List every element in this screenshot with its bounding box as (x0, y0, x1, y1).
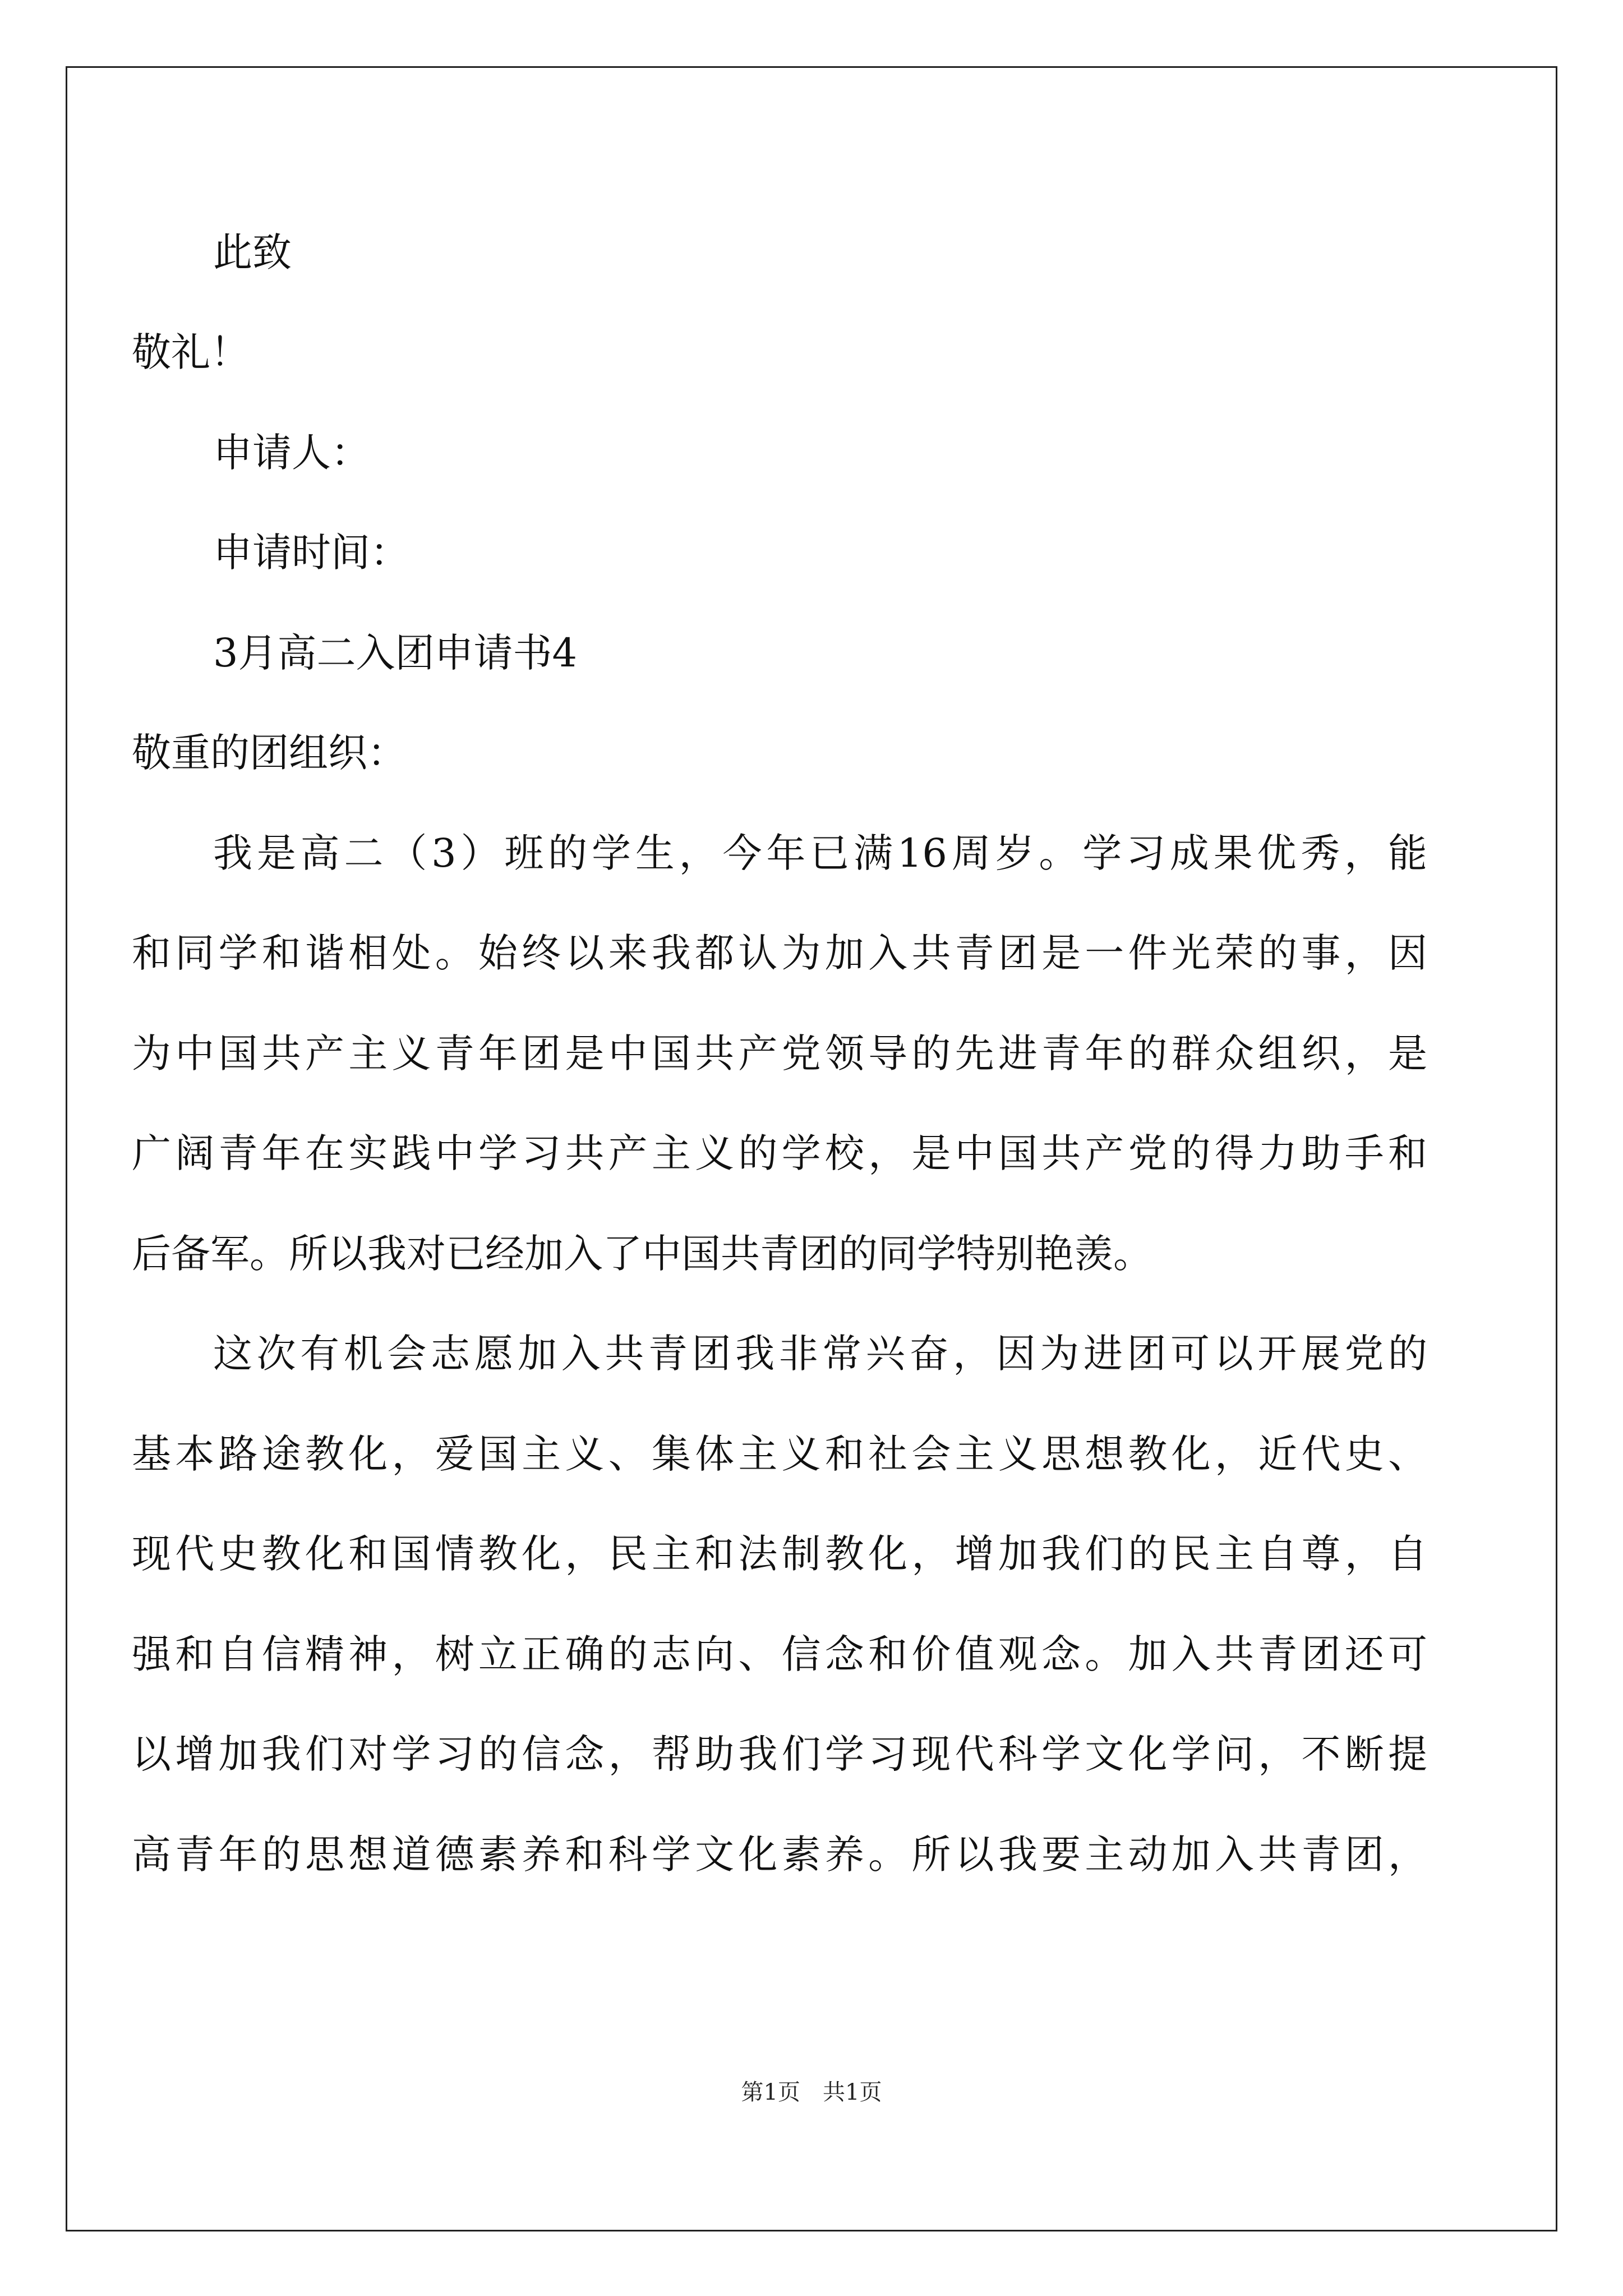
paragraph-1-line: 后备军。所以我对已经加入了中国共青团的同学特别艳羡。 (132, 1231, 1152, 1277)
paragraph-2-line: 基本路途教化，爱国主义、集体主义和社会主义思想教化，近代史、 (132, 1431, 1427, 1477)
paragraph-1-line: 我是高二（3）班的学生，今年已满16周岁。学习成果优秀，能 (213, 830, 1427, 876)
paragraph-2-line: 这次有机会志愿加入共青团我非常兴奋，因为进团可以开展党的 (213, 1331, 1427, 1377)
closing-line-2: 敬礼！ (132, 329, 250, 375)
page-footer (0, 2076, 1623, 2109)
paragraph-2-line: 现代史教化和国情教化，民主和法制教化，增加我们的民主自尊，自 (132, 1531, 1427, 1577)
paragraph-1-line: 为中国共产主义青年团是中国共产党领导的先进青年的群众组织，是 (132, 1030, 1427, 1076)
paragraph-1-line: 和同学和谐相处。始终以来我都认为加入共青团是一件光荣的事，因 (132, 930, 1427, 976)
paragraph-2-line: 高青年的思想道德素养和科学文化素养。所以我要主动加入共青团， (132, 1832, 1427, 1878)
page-number: 第1页 (741, 2079, 800, 2105)
section-title: 3月高二入团申请书4 (213, 630, 578, 676)
date-label: 申请时间： (213, 530, 409, 576)
paragraph-1-line: 广阔青年在实践中学习共产主义的学校，是中国共产党的得力助手和 (132, 1130, 1427, 1176)
paragraph-2-line: 强和自信精神，树立正确的志向、信念和价值观念。加入共青团还可 (132, 1631, 1427, 1677)
closing-line-1: 此致 (213, 229, 292, 275)
salutation: 敬重的团组织： (132, 730, 407, 776)
paragraph-2-line: 以增加我们对学习的信念，帮助我们学习现代科学文化学问，不断提 (132, 1731, 1427, 1777)
page-total: 共1页 (823, 2079, 882, 2105)
applicant-label: 申请人： (213, 430, 370, 476)
